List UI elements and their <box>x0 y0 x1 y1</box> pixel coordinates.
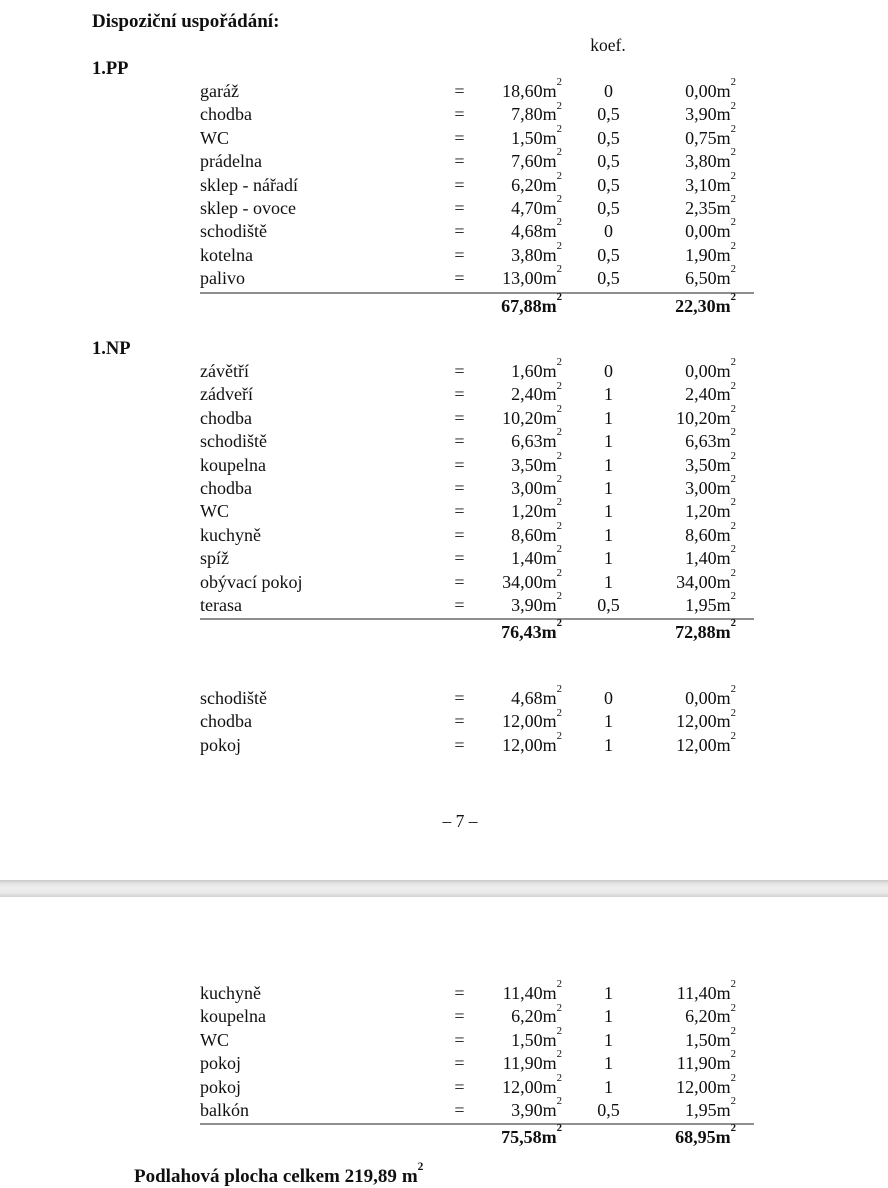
room-label: koupelna <box>200 1006 266 1027</box>
result-value: $11,90m^2$ <box>676 1048 736 1074</box>
room-label: palivo <box>200 268 245 289</box>
unit-exponent: 2 <box>730 426 736 439</box>
equals-sign: = <box>454 1076 465 1097</box>
koef-value: 1 <box>604 501 613 522</box>
unit-exponent: 2 <box>556 290 562 303</box>
area-value: $4,68m^2$ <box>511 683 562 708</box>
equals-sign: = <box>454 477 465 498</box>
rows <box>200 683 756 757</box>
area-value: $1,60m^2$ <box>511 356 562 381</box>
unit-exponent: 2 <box>556 1095 562 1108</box>
table-row <box>200 426 756 453</box>
unit-exponent: 2 <box>730 356 736 369</box>
unit-exponent: 2 <box>556 978 562 991</box>
unit-exponent: 2 <box>730 1095 736 1108</box>
koef-value: 1 <box>604 734 613 755</box>
koef-value: 1 <box>604 524 613 545</box>
unit-exponent: 2 <box>730 193 736 206</box>
unit-exponent: 2 <box>730 1122 736 1135</box>
result-value: $34,00m^2$ <box>676 566 736 592</box>
result-value: $1,20m^2$ <box>685 496 736 522</box>
area-table-1pp <box>200 76 756 318</box>
unit-exponent: 2 <box>730 1001 736 1014</box>
room-label: kuchyně <box>200 524 261 545</box>
table-row <box>200 239 756 267</box>
koef-value: 0,5 <box>597 104 620 125</box>
totals-result-value: $22,30m^2$ <box>675 290 736 316</box>
unit-exponent: 2 <box>556 146 562 159</box>
equals-sign: = <box>454 1053 465 1074</box>
koef-value: 0,5 <box>597 244 620 265</box>
rows <box>200 978 756 1122</box>
equals-sign: = <box>454 734 465 755</box>
result-value: $1,95m^2$ <box>685 1095 736 1120</box>
totals-area-value: $75,58m^2$ <box>501 1122 562 1148</box>
unit-exponent: 2 <box>730 1024 736 1037</box>
area-table-continuation <box>200 683 756 757</box>
table-row <box>200 1024 756 1052</box>
area-value: $11,40m^2$ <box>502 978 562 1003</box>
table-row <box>200 402 756 430</box>
equals-sign: = <box>454 268 465 289</box>
koef-value: 0,5 <box>597 151 620 172</box>
totals-result-value: $72,88m^2$ <box>675 617 736 643</box>
room-label: kuchyně <box>200 983 261 1003</box>
unit-exponent: 2 <box>730 473 736 486</box>
area-value: $6,20m^2$ <box>511 169 562 195</box>
rows <box>200 76 756 291</box>
unit-exponent: 2 <box>730 496 736 509</box>
unit-exponent: 2 <box>730 1071 736 1084</box>
unit-exponent: 2 <box>730 566 736 579</box>
koef-value: 1 <box>604 431 613 452</box>
unit-exponent: 2 <box>556 617 562 630</box>
koef-value: 1 <box>604 1006 613 1027</box>
unit-exponent: 2 <box>556 426 562 439</box>
room-label: chodba <box>200 711 252 732</box>
unit-exponent: 2 <box>556 566 562 579</box>
room-label: koupelna <box>200 454 266 475</box>
unit-exponent: 2 <box>730 1048 736 1061</box>
equals-sign: = <box>454 81 465 101</box>
unit-exponent: 2 <box>730 239 736 252</box>
result-value: $2,35m^2$ <box>685 193 736 218</box>
table-row <box>200 216 756 243</box>
table-row <box>200 379 756 406</box>
unit-exponent: 2 <box>730 169 736 182</box>
table-row <box>200 1095 756 1122</box>
unit-exponent: 2 <box>730 122 736 135</box>
koef-value: 0 <box>604 221 613 242</box>
totals-area-value: $76,43m^2$ <box>501 617 562 643</box>
area-value: $34,00m^2$ <box>502 566 562 592</box>
table-row <box>200 1048 756 1075</box>
unit-exponent: 2 <box>556 496 562 509</box>
room-label: prádelna <box>200 151 262 172</box>
room-label: pokoj <box>200 1053 242 1074</box>
area-value: $10,20m^2$ <box>502 402 562 428</box>
unit-exponent: 2 <box>556 356 562 369</box>
result-value: $0,75m^2$ <box>685 122 736 148</box>
koef-value: 1 <box>604 477 613 498</box>
koef-value: 1 <box>604 548 613 569</box>
koef-value: 1 <box>604 1053 613 1074</box>
totals-rule <box>200 292 754 294</box>
section-heading-1np: 1.NP <box>92 339 131 359</box>
unit-exponent: 2 <box>556 193 562 206</box>
room-label: pokoj <box>200 734 242 755</box>
unit-exponent: 2 <box>556 590 562 603</box>
room-label: schodiště <box>200 221 267 242</box>
room-label: garáž <box>200 81 239 101</box>
unit-exponent: 2 <box>556 76 562 89</box>
room-label: WC <box>200 127 229 148</box>
unit-exponent: 2 <box>730 683 736 696</box>
result-value: $1,50m^2$ <box>685 1024 736 1050</box>
area-value: $6,20m^2$ <box>511 1001 562 1027</box>
table-row <box>200 978 756 1005</box>
floor-area-total-unit-exponent: 2 <box>417 1160 424 1173</box>
equals-sign: = <box>454 174 465 195</box>
room-label: WC <box>200 501 229 522</box>
unit-exponent: 2 <box>556 263 562 276</box>
area-value: $3,50m^2$ <box>511 449 562 475</box>
unit-exponent: 2 <box>730 402 736 415</box>
room-label: obývací pokoj <box>200 571 303 592</box>
room-label: sklep - nářadí <box>200 174 298 195</box>
room-label: zádveří <box>200 384 253 405</box>
table-row <box>200 590 756 617</box>
area-value: $4,68m^2$ <box>511 216 562 242</box>
totals-spacer <box>562 295 655 318</box>
result-value: $1,95m^2$ <box>685 590 736 615</box>
table-row <box>200 566 756 594</box>
equals-sign: = <box>454 688 465 708</box>
result-value: $0,00m^2$ <box>685 356 736 381</box>
page-number: – 7 – <box>442 811 478 831</box>
unit-exponent: 2 <box>556 216 562 229</box>
table-row <box>200 146 756 173</box>
koef-value: 0,5 <box>597 1099 620 1120</box>
result-value: $1,40m^2$ <box>685 543 736 569</box>
koef-value: 0,5 <box>597 268 620 289</box>
result-value: $0,00m^2$ <box>685 216 736 242</box>
totals-rule <box>200 618 754 620</box>
result-value: $2,40m^2$ <box>685 379 736 405</box>
equals-sign: = <box>454 221 465 242</box>
koef-value: 1 <box>604 983 613 1003</box>
koef-value: 0 <box>604 688 613 708</box>
table-row <box>200 1001 756 1028</box>
table-row <box>200 169 756 197</box>
area-value: $2,40m^2$ <box>511 379 562 405</box>
table-row <box>200 76 756 103</box>
equals-sign: = <box>454 983 465 1003</box>
table-row <box>200 706 756 733</box>
unit-exponent: 2 <box>730 449 736 462</box>
table-row <box>200 683 756 710</box>
unit-exponent: 2 <box>730 706 736 719</box>
equals-sign: = <box>454 244 465 265</box>
totals-row <box>200 617 756 644</box>
table-row <box>200 122 756 150</box>
area-value: $12,00m^2$ <box>502 729 562 755</box>
area-value: $3,90m^2$ <box>511 590 562 615</box>
room-label: chodba <box>200 477 252 498</box>
area-value: $8,60m^2$ <box>511 519 562 545</box>
koef-value: 1 <box>604 711 613 732</box>
unit-exponent: 2 <box>556 1071 562 1084</box>
totals-result-value: $68,95m^2$ <box>675 1122 736 1148</box>
result-value: $3,10m^2$ <box>685 169 736 195</box>
totals-row <box>200 1122 756 1149</box>
area-value: $3,90m^2$ <box>511 1095 562 1120</box>
area-value: $1,50m^2$ <box>511 1024 562 1050</box>
equals-sign: = <box>454 548 465 569</box>
area-value: $12,00m^2$ <box>502 706 562 732</box>
unit-exponent: 2 <box>556 402 562 415</box>
floor-area-total-unit: m <box>401 1166 418 1187</box>
result-value: $6,63m^2$ <box>685 426 736 452</box>
area-value: $3,00m^2$ <box>511 473 562 498</box>
equals-sign: = <box>454 571 465 592</box>
table-row <box>200 356 756 383</box>
floor-area-total <box>134 1160 424 1188</box>
unit-exponent: 2 <box>730 519 736 532</box>
totals-area-value: $67,88m^2$ <box>501 290 562 316</box>
room-label: chodba <box>200 407 252 428</box>
totals-spacer <box>200 1126 469 1149</box>
result-value: $1,90m^2$ <box>685 239 736 265</box>
unit-exponent: 2 <box>730 543 736 556</box>
table-row <box>200 99 756 126</box>
room-label: sklep - ovoce <box>200 197 296 218</box>
floor-area-total-label: Podlahová plocha celkem <box>134 1166 340 1187</box>
result-value: $3,50m^2$ <box>685 449 736 475</box>
area-value: $13,00m^2$ <box>502 263 562 289</box>
koef-value: 1 <box>604 454 613 475</box>
unit-exponent: 2 <box>556 449 562 462</box>
koef-value: 0,5 <box>597 594 620 615</box>
table-row <box>200 1071 756 1099</box>
area-value: $7,60m^2$ <box>511 146 562 172</box>
room-label: závětří <box>200 361 249 381</box>
unit-exponent: 2 <box>556 683 562 696</box>
equals-sign: = <box>454 407 465 428</box>
unit-exponent: 2 <box>730 590 736 603</box>
result-value: $12,00m^2$ <box>676 1071 736 1097</box>
equals-sign: = <box>454 431 465 452</box>
koef-value: 1 <box>604 384 613 405</box>
result-value: $10,20m^2$ <box>676 402 736 428</box>
unit-exponent: 2 <box>556 1001 562 1014</box>
unit-exponent: 2 <box>730 290 736 303</box>
unit-exponent: 2 <box>556 543 562 556</box>
equals-sign: = <box>454 1006 465 1027</box>
totals-spacer <box>200 621 469 644</box>
room-label: spíž <box>200 548 229 569</box>
unit-exponent: 2 <box>730 216 736 229</box>
area-value: $1,50m^2$ <box>511 122 562 148</box>
room-label: schodiště <box>200 431 267 452</box>
table-row <box>200 473 756 500</box>
koef-value: 0,5 <box>597 197 620 218</box>
room-label: pokoj <box>200 1076 242 1097</box>
unit-exponent: 2 <box>556 1048 562 1061</box>
unit-exponent: 2 <box>730 978 736 991</box>
unit-exponent: 2 <box>730 76 736 89</box>
koef-value: 0 <box>604 361 613 381</box>
equals-sign: = <box>454 104 465 125</box>
table-row <box>200 729 756 757</box>
area-value: $18,60m^2$ <box>502 76 562 101</box>
room-label: WC <box>200 1029 229 1050</box>
totals-spacer <box>562 1126 655 1149</box>
equals-sign: = <box>454 454 465 475</box>
table-row <box>200 519 756 547</box>
result-value: $12,00m^2$ <box>676 729 736 755</box>
unit-exponent: 2 <box>730 617 736 630</box>
koef-value: 1 <box>604 1029 613 1050</box>
table-row <box>200 543 756 570</box>
result-value: $11,40m^2$ <box>676 978 736 1003</box>
unit-exponent: 2 <box>556 99 562 112</box>
room-label: balkón <box>200 1099 249 1120</box>
room-label: kotelna <box>200 244 253 265</box>
koef-value: 1 <box>604 571 613 592</box>
equals-sign: = <box>454 501 465 522</box>
area-value: $7,80m^2$ <box>511 99 562 125</box>
floor-area-total-value: 219,89 <box>344 1166 397 1187</box>
result-value: $0,00m^2$ <box>685 76 736 101</box>
koef-value: 0,5 <box>597 127 620 148</box>
table-row <box>200 496 756 523</box>
table-row <box>200 449 756 477</box>
result-value: $3,80m^2$ <box>685 146 736 172</box>
totals-row <box>200 290 756 318</box>
koef-value: 0 <box>604 81 613 101</box>
area-value: $4,70m^2$ <box>511 193 562 218</box>
unit-exponent: 2 <box>556 122 562 135</box>
area-value: $11,90m^2$ <box>502 1048 562 1074</box>
rows <box>200 356 756 617</box>
result-value: $0,00m^2$ <box>685 683 736 708</box>
unit-exponent: 2 <box>730 379 736 392</box>
totals-spacer <box>562 621 655 644</box>
area-value: $3,80m^2$ <box>511 239 562 265</box>
unit-exponent: 2 <box>730 729 736 742</box>
unit-exponent: 2 <box>556 519 562 532</box>
unit-exponent: 2 <box>556 729 562 742</box>
result-value: $8,60m^2$ <box>685 519 736 545</box>
area-value: $6,63m^2$ <box>511 426 562 452</box>
result-value: $6,50m^2$ <box>685 263 736 289</box>
result-value: $3,90m^2$ <box>685 99 736 125</box>
totals-rule <box>200 1123 754 1125</box>
unit-exponent: 2 <box>730 99 736 112</box>
result-value: $6,20m^2$ <box>685 1001 736 1027</box>
totals-spacer <box>200 295 469 318</box>
result-value: $12,00m^2$ <box>676 706 736 732</box>
unit-exponent: 2 <box>556 169 562 182</box>
room-label: chodba <box>200 104 252 125</box>
equals-sign: = <box>454 1099 465 1120</box>
equals-sign: = <box>454 197 465 218</box>
koef-value: 1 <box>604 1076 613 1097</box>
koef-value: 1 <box>604 407 613 428</box>
equals-sign: = <box>454 524 465 545</box>
result-value: $3,00m^2$ <box>685 473 736 498</box>
equals-sign: = <box>454 1029 465 1050</box>
equals-sign: = <box>454 594 465 615</box>
room-label: schodiště <box>200 688 267 708</box>
unit-exponent: 2 <box>556 473 562 486</box>
equals-sign: = <box>454 384 465 405</box>
unit-exponent: 2 <box>556 706 562 719</box>
area-value: $1,40m^2$ <box>511 543 562 569</box>
equals-sign: = <box>454 151 465 172</box>
page-title: Dispoziční uspořádání: <box>92 11 280 32</box>
equals-sign: = <box>454 711 465 732</box>
unit-exponent: 2 <box>730 263 736 276</box>
equals-sign: = <box>454 361 465 381</box>
area-table-1np <box>200 356 756 645</box>
equals-sign: = <box>454 127 465 148</box>
unit-exponent: 2 <box>556 379 562 392</box>
area-table-page2 <box>200 978 756 1150</box>
unit-exponent: 2 <box>730 146 736 159</box>
unit-exponent: 2 <box>556 1024 562 1037</box>
area-value: $1,20m^2$ <box>511 496 562 522</box>
page-separator <box>0 880 888 897</box>
unit-exponent: 2 <box>556 239 562 252</box>
koef-value: 0,5 <box>597 174 620 195</box>
room-label: terasa <box>200 594 242 615</box>
unit-exponent: 2 <box>556 1122 562 1135</box>
table-row <box>200 263 756 290</box>
area-value: $12,00m^2$ <box>502 1071 562 1097</box>
koef-column-header: koef. <box>590 35 626 55</box>
section-heading-1pp: 1.PP <box>92 59 129 79</box>
table-row <box>200 193 756 220</box>
